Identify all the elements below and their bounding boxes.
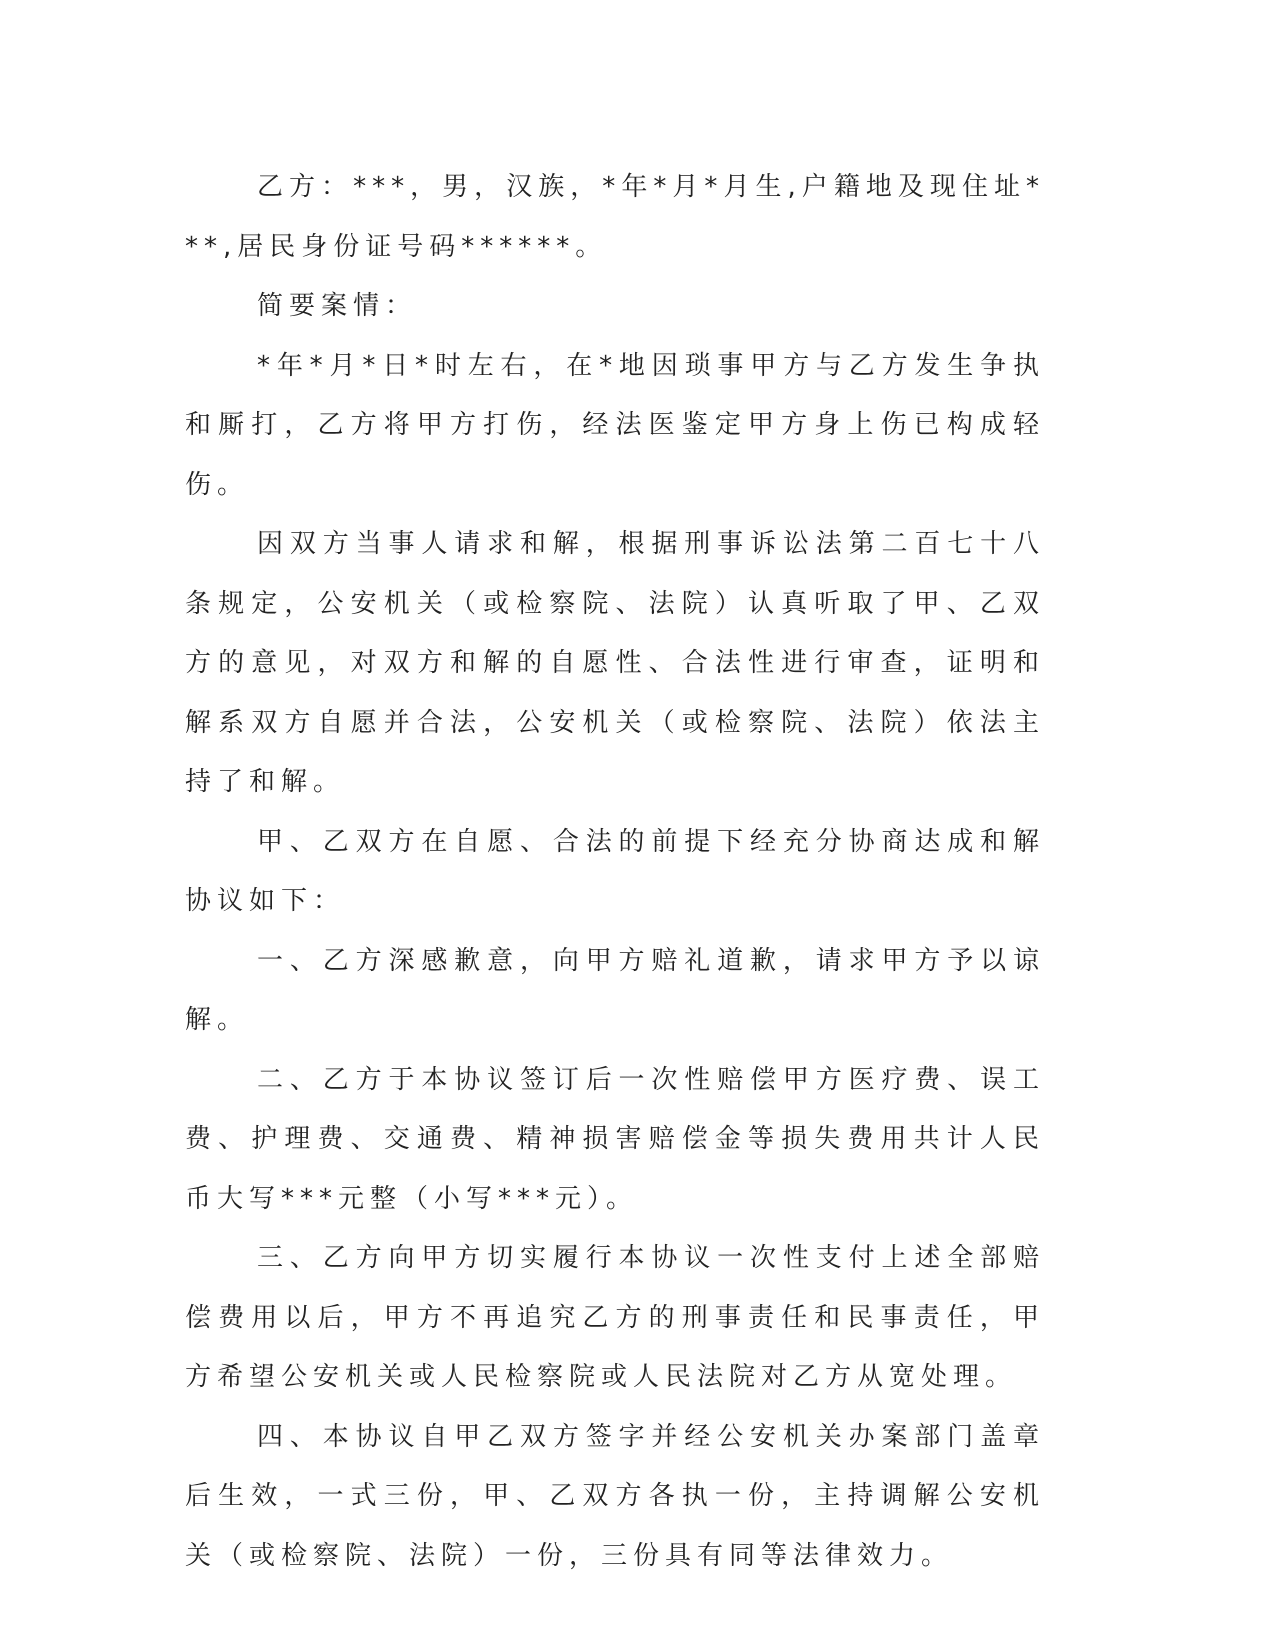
case-summary-heading: 简要案情： xyxy=(257,291,418,321)
mediation-basis-paragraph: 因双方当事人请求和解，根据刑事诉讼法第二百七十八条规定，公安机关（或检察院、法院）认真听取了甲、乙双方的意见，对双方和解的自愿性、合法性进行审查，证明和解系双方自愿并合法，公安机关（或检察院、法院）依法主持了和解。 xyxy=(185,529,1045,797)
clause-4-paragraph: 四、本协议自甲乙双方签字并经公安机关办案部门盖章后生效，一式三份，甲、乙双方各执一份，主持调解公安机关（或检察院、法院）一份，三份具有同等法律效力。 xyxy=(185,1421,1045,1571)
clause-1-paragraph: 一、乙方深感歉意，向甲方赔礼道歉，请求甲方予以谅解。 xyxy=(185,945,1045,1035)
document-body xyxy=(185,158,1045,1586)
party-b-info-paragraph: 乙方：***，男，汉族，*年*月*月生,户籍地及现住址***,居民身份证号码******。 xyxy=(185,172,1045,262)
case-facts-paragraph: *年*月*日*时左右，在*地因琐事甲方与乙方发生争执和厮打，乙方将甲方打伤，经法医鉴定甲方身上伤已构成轻伤。 xyxy=(185,350,1045,500)
clause-2-paragraph: 二、乙方于本协议签订后一次性赔偿甲方医疗费、误工费、护理费、交通费、精神损害赔偿金等损失费用共计人民币大写***元整（小写***元）。 xyxy=(185,1064,1045,1214)
agreement-intro-paragraph: 甲、乙双方在自愿、合法的前提下经充分协商达成和解协议如下： xyxy=(185,826,1045,916)
clause-3-paragraph: 三、乙方向甲方切实履行本协议一次性支付上述全部赔偿费用以后，甲方不再追究乙方的刑事责任和民事责任，甲方希望公安机关或人民检察院或人民法院对乙方从宽处理。 xyxy=(185,1243,1045,1392)
